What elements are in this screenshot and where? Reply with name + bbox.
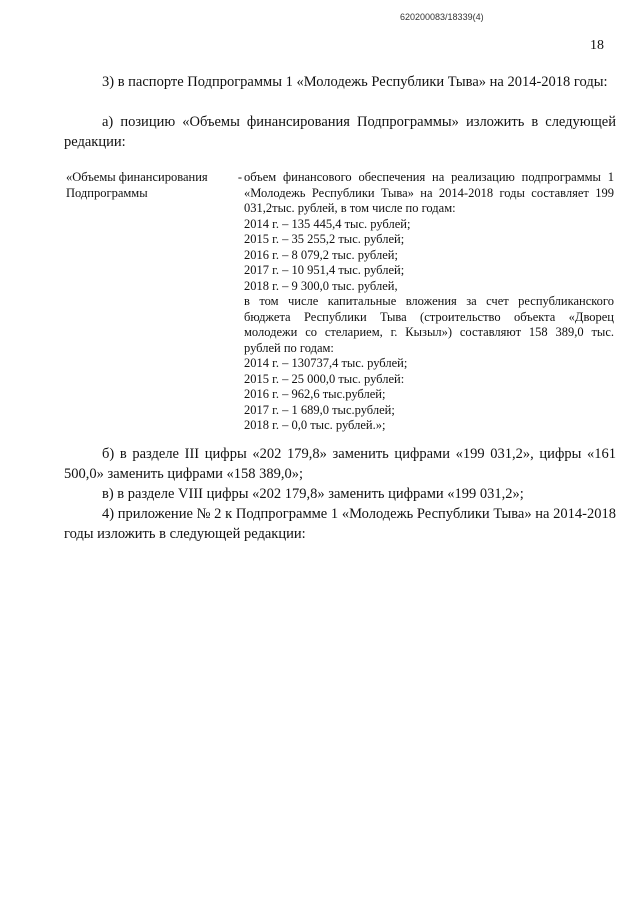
capital-year-line: 2015 г. – 25 000,0 тыс. рублей: [244,371,405,386]
paragraph-b: б) в разделе III цифры «202 179,8» заменить цифрами «199 031,2», цифры «161 500,0» заменить цифрами «158 389,0»; [64,446,616,482]
capital-investment-text: в том числе капитальные вложения за счет республиканского бюджета Республики Тыва (строительство объекта «Дворец молодежи со стеларием, г. Кызыл») составляют 158 389,0 тыс. рублей по годам: [244,294,614,355]
paragraph-v: в) в разделе VIII цифры «202 179,8» заменить цифрами «199 031,2»; [102,486,524,502]
capital-year-line: 2018 г. – 0,0 тыс. рублей.»; [244,418,386,432]
year-line: 2016 г. – 8 079,2 тыс. рублей; [244,247,398,262]
document-number: 620200083/18339(4) [400,12,484,22]
year-line: 2014 г. – 135 445,4 тыс. рублей; [244,216,411,231]
year-line: 2015 г. – 35 255,2 тыс. рублей; [244,232,405,246]
table-left-cell [66,170,242,201]
capital-year-line: 2017 г. – 1 689,0 тыс.рублей; [244,402,395,417]
year-line: 2018 г. – 9 300,0 тыс. рублей, [244,278,398,293]
capital-year-line: 2016 г. – 962,6 тыс.рублей; [244,387,386,401]
paragraph-3: 3) в паспорте Подпрограммы 1 «Молодежь Республики Тыва» на 2014-2018 годы: [102,74,608,90]
paragraph-4: 4) приложение № 2 к Подпрограмме 1 «Молодежь Республики Тыва» на 2014-2018 годы изложить в следующей редакции: [64,506,616,542]
funding-intro: объем финансового обеспечения на реализацию подпрограммы 1 «Молодежь Республики Тыва» на 2014-2018 годы составляет 199 031,2тыс. рублей, в том числе по годам: [244,170,614,215]
paragraph-a: а) позицию «Объемы финансирования Подпрограммы» изложить в следующей редакции: [64,114,616,150]
capital-year-line: 2014 г. – 130737,4 тыс. рублей; [244,356,408,370]
table-left-label-1: «Объемы финансирования [66,170,208,184]
year-line: 2017 г. – 10 951,4 тыс. рублей; [244,263,405,277]
table-dash: - [237,170,242,184]
page-number: 18 [590,38,604,53]
table-left-label-2: Подпрограммы [66,185,148,200]
table-right-cell [244,170,614,434]
